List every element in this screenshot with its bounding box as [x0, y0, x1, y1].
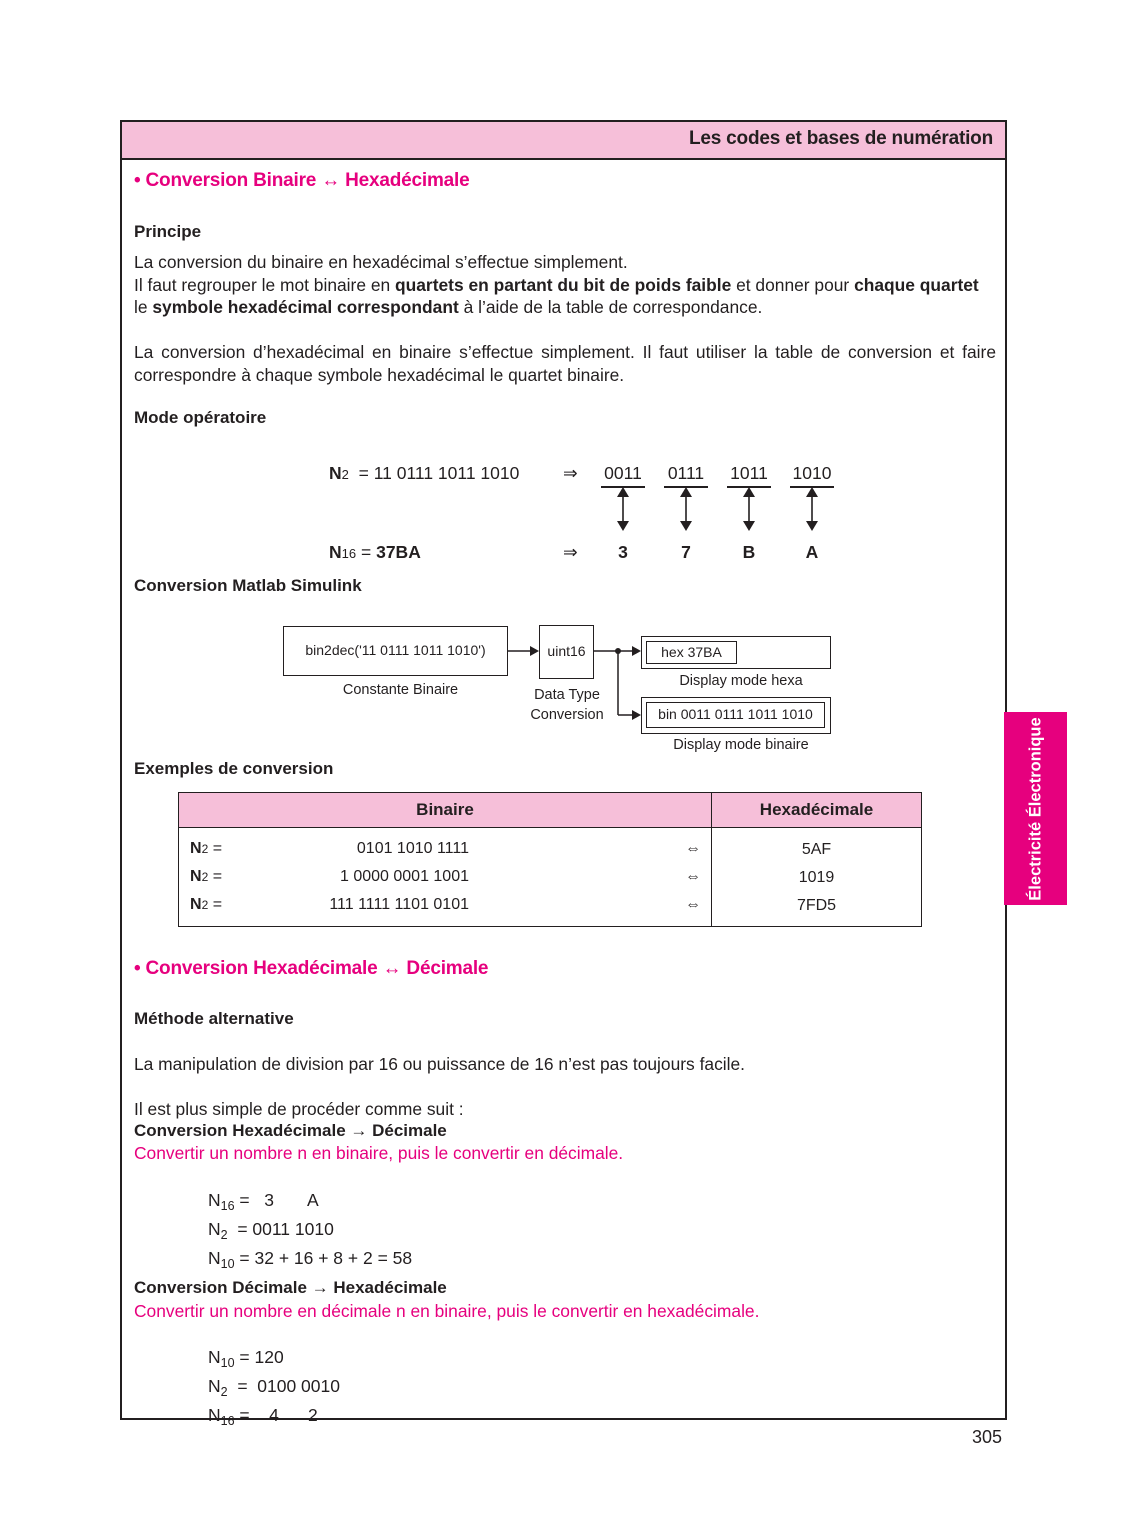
side-tab [1004, 712, 1067, 905]
side-tab-label: Électricité Électronique [1026, 716, 1044, 901]
n16-symbol: N [329, 542, 342, 562]
double-arrow-icon [804, 487, 820, 531]
conversion-label-line2: Conversion [530, 707, 604, 723]
example-line: $N_2 = 0011$ 1010 [208, 1219, 334, 1242]
nibble-2: 0111 [667, 463, 705, 483]
methode-heading: Méthode alternative [134, 1009, 294, 1028]
example-line: $N_{16}$ = 4 2 [208, 1405, 318, 1428]
double-arrow-icon [678, 487, 694, 531]
binary-value: 111 1111 1101 0101 [329, 895, 469, 913]
methode-para2: Il est plus simple de procéder comme suit : [134, 1099, 464, 1119]
hex-digit-1: 3 [618, 542, 628, 562]
binary-value: 0101 1010 1111 [356, 839, 469, 857]
n16-equals: = [360, 542, 372, 562]
double-arrow-icon [741, 487, 757, 531]
binary-value: 1 0000 0001 1001 [339, 867, 469, 885]
header-title: Les codes et bases de numération [688, 128, 993, 149]
constant-block-label: Constante Binaire [342, 682, 459, 698]
principe-line2 [134, 274, 996, 319]
principe-line1: La conversion du binaire en hexadécimal s’effectue simplement. [134, 252, 628, 272]
hex-cell: 7FD5 [712, 892, 922, 920]
nibble-1: 0011 [604, 463, 642, 483]
arrow-icon [632, 710, 641, 720]
hex-digit-2: 7 [681, 542, 691, 562]
emphasis-text: chaque quartet [854, 274, 979, 295]
hex-cell: 1019 [712, 864, 922, 892]
header-band [122, 122, 1005, 160]
arrow-icon [530, 646, 539, 656]
body-text: à l’aide de la table de correspondance. [458, 297, 763, 317]
page-number: 305 [972, 1427, 1003, 1447]
hex-to-dec-instruction: Convertir un nombre n en binaire, puis le convertir en décimale. [134, 1143, 624, 1163]
n2-label: N2 = [190, 867, 223, 885]
display-bin-label: Display mode binaire [673, 737, 809, 753]
principe-paragraph2: La conversion d’hexadécimal en binaire s’effectue simplement. Il faut utiliser la table de conversion et faire correspondre à chaque symbole hexadécimal le quartet binaire. [134, 342, 996, 385]
exemples-heading: Exemples de conversion [134, 759, 334, 778]
example-line: $N_2 = 0100$ 0010 [208, 1376, 340, 1399]
hex-cell: 5AF [712, 836, 922, 864]
n2-symbol: N [329, 463, 342, 483]
table-row [179, 864, 922, 892]
table-row [179, 836, 922, 864]
n16-subscript: 16 [341, 546, 357, 561]
body-text: Il faut regrouper le mot binaire en [134, 274, 396, 295]
equivalence-icon: ⇔ [685, 867, 701, 885]
n2-value: = 11 0111 1011 1010 [358, 463, 520, 483]
binary-cell [179, 892, 712, 920]
emphasis-text: quartets en partant du bit de poids faible [395, 274, 732, 295]
methode-para1: La manipulation de division par 16 ou puissance de 16 n’est pas toujours facile. [134, 1054, 745, 1074]
mode-operatoire-heading: Mode opératoire [134, 408, 267, 427]
signal-lines [502, 622, 652, 742]
dec-to-hex-heading: Conversion Décimale → Hexadécimale [134, 1278, 447, 1297]
display-hex-label: Display mode hexa [679, 673, 803, 689]
section-title-bin-hex: • Conversion Binaire ↔ Hexadécimale [134, 170, 470, 191]
implies-arrow-2: ⇒ [563, 542, 578, 562]
n16-value: 37BA [376, 542, 421, 562]
principe-heading: Principe [134, 222, 202, 241]
emphasis-text: symbole hexadécimal correspondant [152, 297, 459, 317]
page-frame [120, 120, 1007, 1428]
display-hex-block [641, 636, 831, 669]
binary-cell [179, 864, 712, 892]
binary-cell [179, 836, 712, 864]
body-text: le [134, 297, 153, 317]
examples-table [178, 792, 922, 927]
display-hex-value: hex 37BA [646, 641, 737, 664]
constant-block [283, 626, 508, 676]
dec-to-hex-example [208, 1346, 340, 1433]
double-arrow-icon [615, 487, 631, 531]
example-line: $N_{10} = 32 + 16 + 8 + 2 = 58$ [208, 1248, 413, 1271]
hex-to-dec-example [208, 1189, 412, 1276]
section-title-hex-dec: • Conversion Hexadécimale ↔ Décimale [134, 958, 489, 979]
column-header-binaire: Binaire [179, 793, 712, 828]
conversion-label-line1: Data Type [534, 687, 600, 703]
implies-arrow-1: ⇒ [563, 463, 578, 483]
equivalence-icon: ⇔ [685, 839, 701, 857]
conversion-block-value: uint16 [547, 643, 586, 659]
example-line: $N_{16} = 3$ A [208, 1190, 319, 1213]
display-bin-block [641, 697, 831, 734]
table-row [179, 892, 922, 920]
arrow-icon [632, 646, 641, 656]
dec-to-hex-instruction: Convertir un nombre en décimale n en binaire, puis le convertir en hexadécimale. [134, 1301, 760, 1321]
hex-to-dec-heading: Conversion Hexadécimale → Décimale [134, 1121, 447, 1140]
simulink-heading: Conversion Matlab Simulink [134, 576, 362, 595]
n2-expression [329, 463, 519, 484]
nibble-3: 1011 [730, 463, 768, 483]
display-bin-value: bin 0011 0111 1011 1010 [646, 702, 825, 728]
n2-label: N2 = [190, 839, 223, 857]
hex-digit-4: A [805, 542, 819, 562]
example-line: $N_{10} = 120$ [208, 1347, 284, 1370]
body-text: et donner pour [731, 274, 855, 295]
principe-paragraph [134, 251, 996, 319]
equivalence-icon: ⇔ [685, 895, 701, 913]
hex-digit-3: B [742, 542, 756, 562]
nibble-4: 1010 [792, 463, 832, 483]
column-header-hexa: Hexadécimale [712, 793, 922, 828]
n16-expression [329, 542, 421, 563]
constant-block-value: bin2dec('11 0111 1011 1010') [305, 642, 486, 658]
n2-subscript: 2 [341, 467, 349, 482]
n2-label: N2 = [190, 895, 223, 913]
